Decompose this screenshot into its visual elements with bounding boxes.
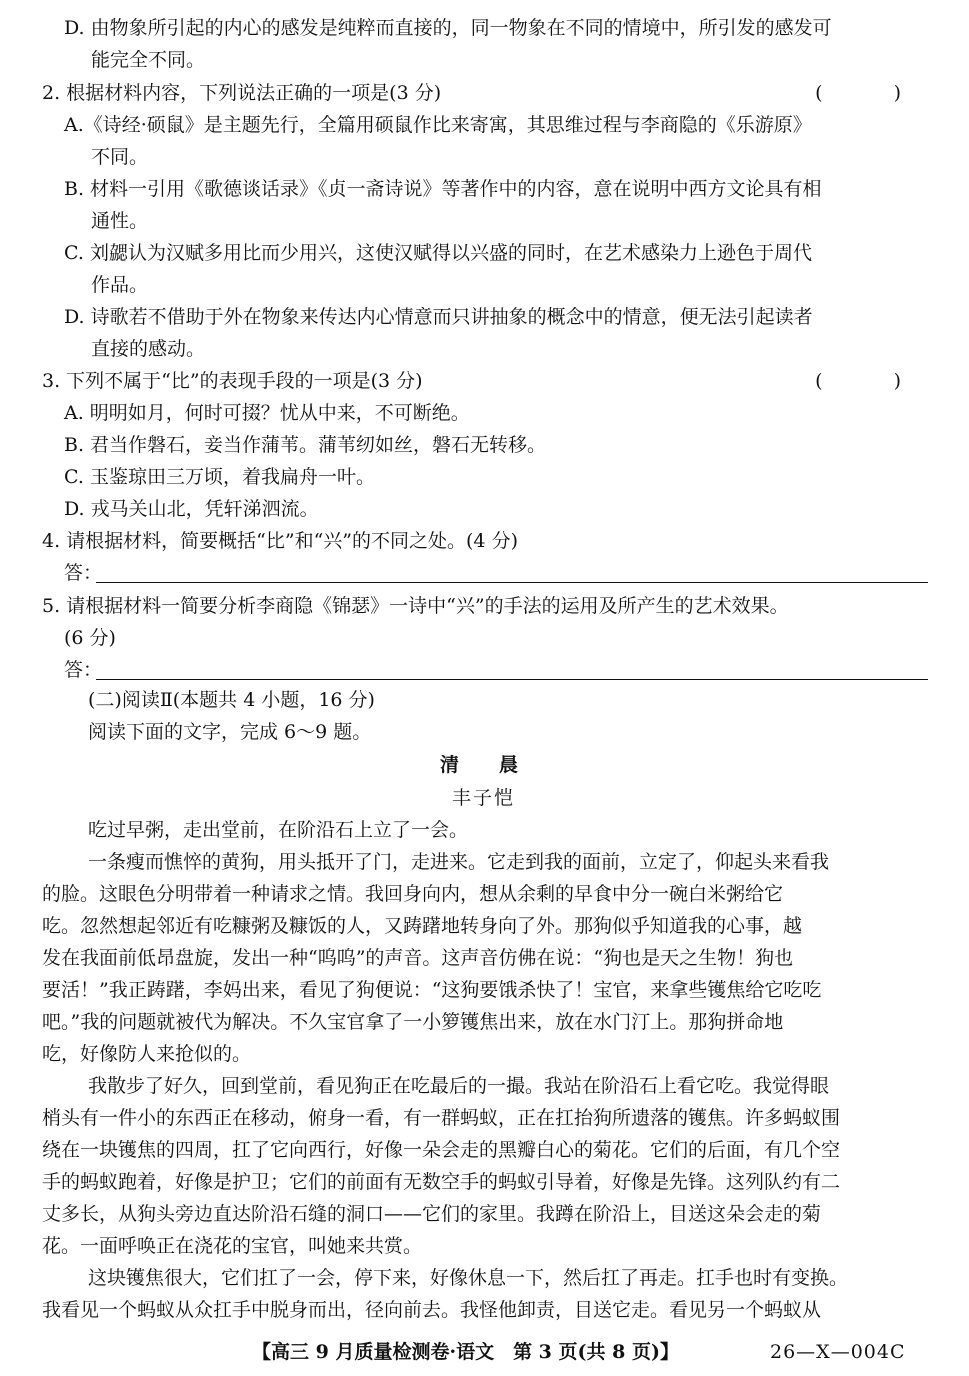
paper-code: 26—X—004C — [770, 1341, 906, 1363]
essay-p2-line: 的脸。这眼色分明带着一种请求之情。我回身向内，想从余剩的早食中分一碗白米粥给它 — [42, 883, 784, 905]
essay-p3-line: 手的蚂蚁跑着，好像是护卫；它们的前面有无数空手的蚂蚁引导着，好像是先锋。这列队约有二 — [42, 1171, 841, 1193]
q2-option-d-line2: 直接的感动。 — [91, 338, 206, 360]
q4-answer-label: 答： — [64, 562, 103, 584]
q2-option-b-line1: B. 材料一引用《歌德谈话录》《贞一斋诗说》等著作中的内容，意在说明中西方文论具有相 — [64, 178, 822, 200]
q1-option-d-line1: D. 由物象所引起的内心的感发是纯粹而直接的，同一物象在不同的情境中，所引发的感发可 — [64, 17, 832, 39]
q5-answer-line[interactable] — [96, 679, 928, 680]
essay-paragraph-1: 吃过早粥，走出堂前，在阶沿石上立了一会。 — [88, 819, 469, 841]
q3-answer-parentheses[interactable]: ( ) — [815, 370, 927, 392]
q5-stem-line2: (6 分) — [64, 627, 116, 649]
q3-option-d: D. 戎马关山北，凭轩涕泗流。 — [64, 498, 319, 520]
q3-stem: 3. 下列不属于“比”的表现手段的一项是(3 分) — [42, 370, 423, 392]
q2-option-b-line2: 通性。 — [91, 210, 149, 232]
q2-option-a-line1: A.《诗经·硕鼠》是主题先行，全篇用硕鼠作比来寄寓，其思维过程与李商隐的《乐游原》 — [64, 114, 812, 136]
section2-instruction: 阅读下面的文字，完成 6～9 题。 — [88, 721, 372, 743]
essay-p2-line: 吃，好像防人来抢似的。 — [42, 1043, 252, 1065]
essay-p2-line: 要活！”我正踌躇，李妈出来，看见了狗便说：“这狗要饿杀快了！宝官，来拿些镬焦给它吃吃 — [42, 979, 822, 1001]
essay-p2-line: 一条瘦而憔悴的黄狗，用头抵开了门，走进来。它走到我的面前，立定了，仰起头来看我 — [88, 851, 830, 873]
page-footer: 【高三 9 月质量检测卷·语文 第 3 页(共 8 页)】 — [252, 1341, 679, 1363]
q2-option-a-line2: 不同。 — [91, 146, 149, 168]
q5-answer-label: 答： — [64, 659, 103, 681]
essay-p2-line: 吧。”我的问题就被代为解决。不久宝官拿了一小箩镬焦出来，放在水门汀上。那狗拼命地 — [42, 1011, 784, 1033]
essay-p4-line: 这块镬焦很大，它们扛了一会，停下来，好像休息一下，然后扛了再走。扛手也时有变换。 — [88, 1267, 849, 1289]
essay-p3-line: 绕在一块镬焦的四周，扛了它向西行，好像一朵会走的黑瓣白心的菊花。它们的后面，有几个空 — [42, 1139, 841, 1161]
q4-stem: 4. 请根据材料，简要概括“比”和“兴”的不同之处。(4 分) — [42, 530, 518, 552]
essay-title: 清晨 — [440, 754, 559, 776]
q2-stem: 2. 根据材料内容，下列说法正确的一项是(3 分) — [42, 82, 442, 104]
q2-answer-parentheses[interactable]: ( ) — [815, 82, 927, 104]
q3-option-b: B. 君当作磐石，妾当作蒲苇。蒲苇纫如丝，磐石无转移。 — [64, 434, 547, 456]
q3-option-c: C. 玉鉴琼田三万顷，着我扁舟一叶。 — [64, 466, 375, 488]
section2-heading: (二)阅读Ⅱ(本题共 4 小题，16 分) — [88, 689, 375, 711]
essay-p2-line: 发在我面前低昂盘旋，发出一种“呜呜”的声音。这声音仿佛在说：“狗也是天之生物！狗也 — [42, 947, 794, 969]
q2-option-c-line1: C. 刘勰认为汉赋多用比而少用兴，这使汉赋得以兴盛的同时，在艺术感染力上逊色于周代 — [64, 242, 812, 264]
essay-p3-line: 丈多长，从狗头旁边直达阶沿石缝的洞口——它们的家里。我蹲在阶沿上，目送这朵会走的菊 — [42, 1203, 822, 1225]
essay-author: 丰子恺 — [452, 787, 516, 809]
q3-option-a: A. 明明如月，何时可掇？忧从中来，不可断绝。 — [64, 402, 470, 424]
q1-option-d-line2: 能完全不同。 — [91, 49, 206, 71]
q5-stem-line1: 5. 请根据材料一简要分析李商隐《锦瑟》一诗中“兴”的手法的运用及所产生的艺术效果。 — [42, 595, 789, 617]
essay-p3-line: 花。一面呼唤正在浇花的宝官，叫她来共赏。 — [42, 1235, 423, 1257]
q4-answer-line[interactable] — [96, 582, 928, 583]
essay-p4-line: 我看见一个蚂蚁从众扛手中脱身而出，径向前去。我怪他卸责，目送它走。看见另一个蚂蚁从 — [42, 1299, 822, 1321]
essay-p3-line: 梢头有一件小的东西正在移动，俯身一看，有一群蚂蚁，正在扛抬狗所遗落的镬焦。许多蚂蚁围 — [42, 1107, 841, 1129]
essay-p2-line: 吃。忽然想起邻近有吃糠粥及糠饭的人，又踌躇地转身向了外。那狗似乎知道我的心事，越 — [42, 915, 803, 937]
q2-option-d-line1: D. 诗歌若不借助于外在物象来传达内心情意而只讲抽象的概念中的情意，便无法引起读者 — [64, 306, 813, 328]
essay-p3-line: 我散步了好久，回到堂前，看见狗正在吃最后的一撮。我站在阶沿石上看它吃。我觉得眼 — [88, 1075, 830, 1097]
q2-option-c-line2: 作品。 — [91, 274, 149, 296]
